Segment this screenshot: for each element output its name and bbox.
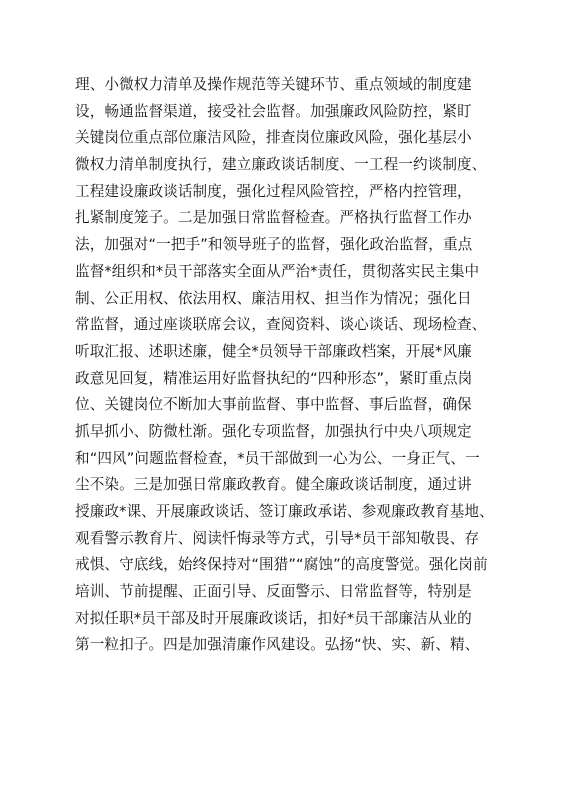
text-line: 尘不染。三是加强日常廉政教育。健全廉政谈话制度，通过讲	[75, 476, 472, 494]
text-line: 常监督，通过座谈联席会议，查阅资料、谈心谈话、现场检查、	[75, 316, 487, 334]
text-line: 设，畅通监督渠道，接受社会监督。加强廉政风险防控，紧盯	[75, 102, 472, 120]
text-line: 抓早抓小、防微杜渐。强化专项监督，加强执行中央八项规定	[75, 422, 472, 440]
text-line: 和“四风”问题监督检查，*员干部做到一心为公、一身正气、一	[75, 449, 480, 467]
text-line: 培训、节前提醒、正面引导、反面警示、日常监督等，特别是	[75, 583, 472, 601]
text-line: 制、公正用权、依法用权、廉洁用权、担当作为情况；强化日	[75, 289, 472, 307]
text-line: 理、小微权力清单及操作规范等关键环节、重点领域的制度建	[75, 76, 472, 93]
text-line: 对拟任职*员干部及时开展廉政谈话，扣好*员干部廉洁从业的	[75, 609, 472, 627]
text-line: 观看警示教育片、阅读忏悔录等方式，引导*员干部知敬畏、存	[75, 529, 480, 547]
text-line: 法，加强对“一把手”和领导班子的监督，强化政治监督，重点	[75, 236, 473, 254]
text-line: 工程建设廉政谈话制度，强化过程风险管控，严格内控管理，	[75, 182, 472, 200]
text-line: 听取汇报、述职述廉，健全*员领导干部廉政档案，开展*风廉	[75, 342, 472, 360]
text-line: 扎紧制度笼子。二是加强日常监督检查。严格执行监督工作办	[75, 209, 472, 227]
body-text	[75, 72, 515, 659]
text-line: 微权力清单制度执行，建立廉政谈话制度、一工程一约谈制度、	[75, 156, 487, 174]
text-line: 位、关键岗位不断加大事前监督、事中监督、事后监督，确保	[75, 396, 472, 414]
text-line: 授廉政*课、开展廉政谈话、签订廉政承诺、参观廉政教育基地、	[75, 503, 494, 520]
text-line: 戒惧、守底线，始终保持对“围猎”“腐蚀”的高度警觉。强化岗前	[75, 556, 488, 574]
text-line: 监督*组织和*员干部落实全面从严治*责任，贯彻落实民主集中	[75, 262, 480, 280]
text-line: 关键岗位重点部位廉洁风险，排查岗位廉政风险，强化基层小	[75, 129, 472, 147]
text-line: 第一粒扣子。四是加强清廉作风建设。弘扬“快、实、新、精、	[75, 636, 480, 654]
text-line: 政意见回复，精准运用好监督执纪的“四种形态”，紧盯重点岗	[75, 369, 473, 387]
